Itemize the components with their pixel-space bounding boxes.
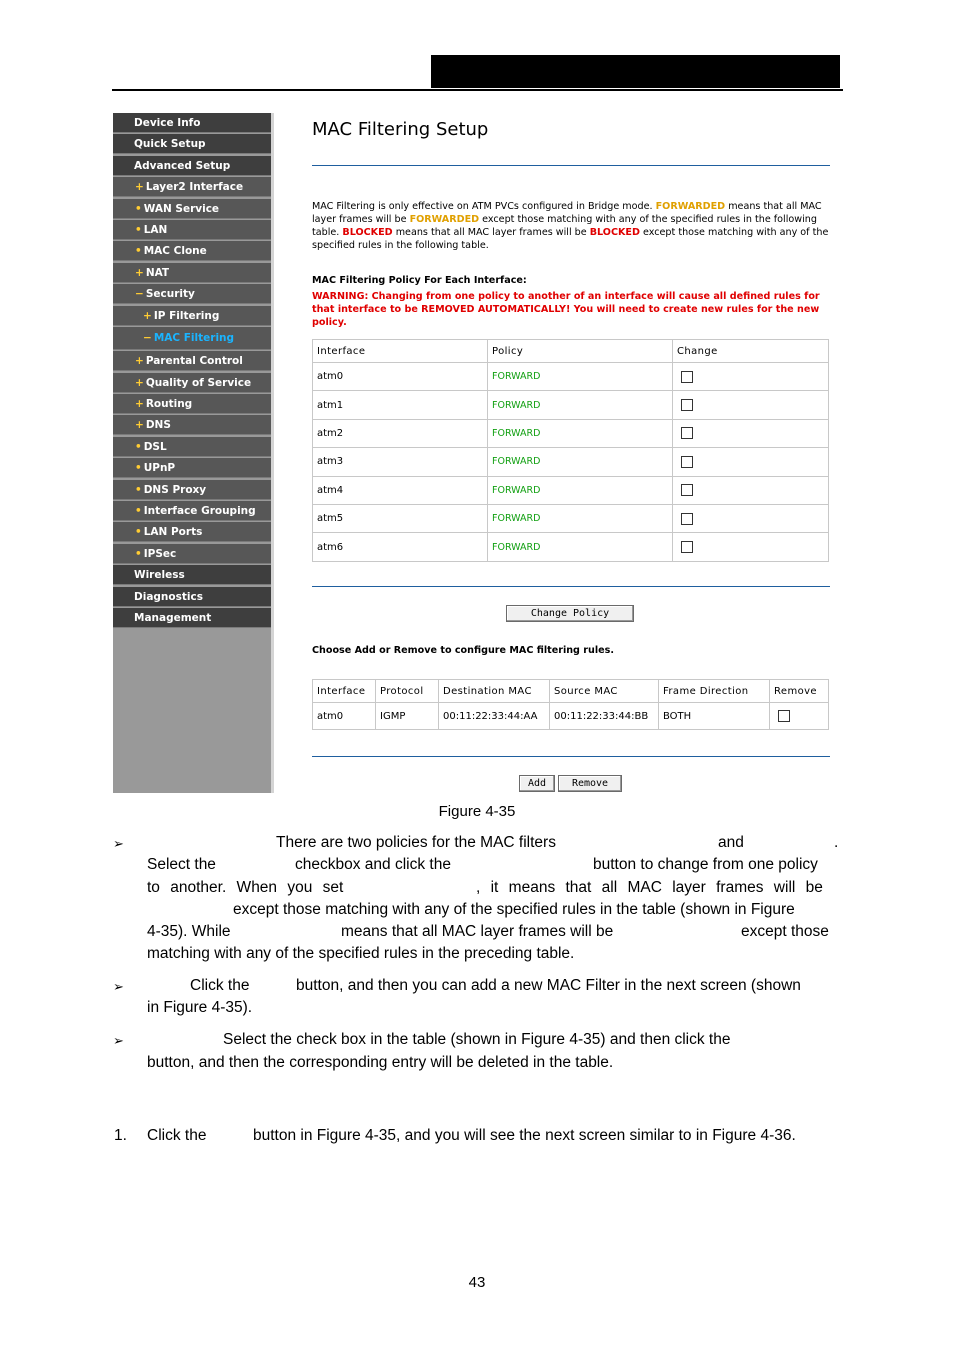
menu-marker-icon: + [135, 266, 144, 279]
change-checkbox[interactable] [681, 513, 693, 525]
sidebar-item[interactable] [113, 587, 271, 607]
sidebar-item[interactable] [113, 351, 271, 371]
change-cell [673, 448, 829, 476]
bullet-arrow-icon: ➢ [113, 1033, 124, 1048]
column-header: Interface [313, 340, 488, 363]
sidebar-item-label: LAN [143, 223, 168, 236]
rules-table-body [313, 703, 829, 730]
header-rule [112, 89, 843, 91]
body-text: . [834, 834, 839, 851]
menu-marker-icon: + [135, 181, 144, 194]
intro-text [312, 200, 832, 252]
table-header-row [313, 680, 829, 703]
table-row [313, 703, 829, 730]
change-cell [673, 419, 829, 447]
bullet-arrow-icon: ➢ [113, 979, 124, 994]
intro-part: except those matching with any of the specified rules in the following table. [312, 214, 817, 238]
change-checkbox[interactable] [681, 541, 693, 553]
sidebar-item[interactable] [113, 220, 271, 240]
sidebar-item[interactable] [113, 284, 271, 304]
sidebar-item[interactable] [113, 373, 271, 393]
policy-cell: FORWARD [488, 504, 673, 532]
sidebar-item[interactable] [113, 501, 271, 521]
sidebar [113, 113, 271, 793]
sidebar-item-label: Device Info [134, 117, 201, 129]
sidebar-item[interactable] [113, 241, 271, 261]
change-checkbox[interactable] [681, 371, 693, 383]
sidebar-item-label: UPnP [143, 462, 176, 475]
page-number: 43 [468, 1274, 486, 1291]
menu-marker-icon: − [135, 288, 144, 301]
menu-marker-icon: • [135, 462, 142, 475]
change-checkbox[interactable] [681, 399, 693, 411]
menu-marker-icon: • [135, 223, 142, 236]
interface-cell: atm0 [313, 363, 488, 391]
policy-cell: FORWARD [488, 391, 673, 419]
menu-marker-icon: • [135, 245, 142, 258]
policy-cell: FORWARD [488, 448, 673, 476]
sidebar-item-label: Interface Grouping [143, 505, 256, 518]
table-row [313, 504, 829, 532]
sidebar-item-label: Diagnostics [134, 590, 203, 603]
sidebar-item-label: Wireless [134, 569, 185, 582]
divider [312, 756, 830, 757]
sidebar-item[interactable] [113, 415, 271, 435]
menu-marker-icon: • [135, 505, 142, 518]
body-text: matching with any of the specified rules in the preceding table. [147, 945, 575, 962]
column-header: Interface [313, 680, 376, 703]
menu-marker-icon: • [135, 202, 142, 215]
destination-mac-cell: 00:11:22:33:44:AA [439, 703, 550, 730]
sidebar-item-label: IP Filtering [153, 309, 220, 322]
body-text: means that all MAC layer frames will be [341, 923, 614, 940]
body-text: except those matching with any of the specified rules in the table (shown in Figure [233, 901, 795, 918]
sidebar-item-label: Routing [145, 398, 193, 411]
change-policy-button[interactable]: Change Policy [506, 605, 634, 622]
forwarded-word: FORWARDED [409, 214, 480, 225]
table-row [313, 533, 829, 561]
table-header-row [313, 340, 829, 363]
remove-checkbox[interactable] [778, 710, 790, 722]
body-text: button to change from one policy [593, 856, 818, 873]
body-text: Select the check box in the table (shown in Figure 4-35) and then click the [223, 1031, 731, 1048]
sidebar-item-label: NAT [145, 266, 170, 279]
blocked-word: BLOCKED [342, 227, 393, 238]
frame-direction-cell: BOTH [659, 703, 770, 730]
interface-cell: atm1 [313, 391, 488, 419]
change-cell [673, 391, 829, 419]
sidebar-item[interactable] [113, 522, 271, 542]
sidebar-item[interactable] [113, 113, 271, 133]
sidebar-item-label: Security [145, 288, 195, 301]
body-text: , it means that all MAC layer frames will be [476, 879, 823, 896]
add-button[interactable]: Add [519, 775, 555, 792]
sidebar-item[interactable] [113, 263, 271, 283]
warning-text: WARNING: Changing from one policy to another of an interface will cause all defined rules for that interface to be REMOVED AUTOMATICALLY! You will need to create new rules for the new policy. [312, 291, 820, 328]
step-number: 1. [114, 1127, 127, 1144]
sidebar-item-label: Layer2 Interface [145, 181, 244, 194]
interface-cell: atm5 [313, 504, 488, 532]
column-header: Source MAC [550, 680, 659, 703]
column-header: Change [673, 340, 829, 363]
change-cell [673, 363, 829, 391]
intro-part: except those matching with any of the specified rules in the following table. [312, 227, 829, 251]
policy-cell: FORWARD [488, 476, 673, 504]
sidebar-item[interactable] [113, 327, 271, 350]
sidebar-item-label: WAN Service [143, 202, 220, 215]
policy-cell: FORWARD [488, 363, 673, 391]
change-checkbox[interactable] [681, 456, 693, 468]
body-text: Select the [147, 856, 216, 873]
body-text: There are two policies for the MAC filters [276, 834, 556, 851]
router-screenshot [113, 113, 841, 793]
change-cell [673, 504, 829, 532]
column-header: Protocol [376, 680, 439, 703]
bullet-arrow-icon: ➢ [113, 836, 124, 851]
body-text: Click the [190, 977, 250, 994]
page-title: MAC Filtering Setup [312, 119, 489, 140]
body-text: button, and then you can add a new MAC Filter in the next screen (shown [296, 977, 801, 994]
change-checkbox[interactable] [681, 427, 693, 439]
intro-part: means that all MAC layer frames will be [312, 201, 822, 225]
sidebar-item-label: Parental Control [145, 355, 243, 368]
menu-marker-icon: • [135, 547, 142, 560]
sidebar-item[interactable] [113, 565, 271, 585]
sidebar-item-label: DNS Proxy [143, 483, 207, 496]
menu-marker-icon: + [135, 419, 144, 432]
change-cell [673, 476, 829, 504]
table-row [313, 419, 829, 447]
sidebar-item-label: LAN Ports [143, 526, 203, 539]
remove-cell [770, 703, 829, 730]
sidebar-item-label: MAC Filtering [153, 331, 235, 344]
sidebar-item[interactable] [113, 177, 271, 197]
rules-heading: Choose Add or Remove to configure MAC filtering rules. [312, 645, 614, 656]
sidebar-item-label: MAC Clone [143, 245, 207, 258]
column-header: Policy [488, 340, 673, 363]
menu-marker-icon: • [135, 483, 142, 496]
rules-table [312, 679, 829, 730]
change-cell [673, 533, 829, 561]
main-content [274, 113, 841, 793]
divider [312, 586, 830, 587]
body-text: Click the [147, 1127, 207, 1144]
interface-cell: atm0 [313, 703, 376, 730]
interface-cell: atm6 [313, 533, 488, 561]
source-mac-cell: 00:11:22:33:44:BB [550, 703, 659, 730]
figure-caption: Figure 4-35 [438, 803, 516, 820]
policy-cell: FORWARD [488, 533, 673, 561]
column-header: Destination MAC [439, 680, 550, 703]
body-text: to another. When you set [147, 879, 344, 896]
divider [312, 165, 830, 166]
interface-cell: atm3 [313, 448, 488, 476]
sidebar-item[interactable] [113, 394, 271, 414]
menu-marker-icon: + [135, 398, 144, 411]
sidebar-item-label: DSL [143, 440, 167, 453]
body-text: button in Figure 4-35, and you will see the next screen similar to in Figure 4-36. [253, 1127, 796, 1144]
sidebar-item-label: DNS [145, 419, 171, 432]
sidebar-item-label: Management [134, 611, 212, 624]
protocol-cell: IGMP [376, 703, 439, 730]
sidebar-item[interactable] [113, 156, 271, 176]
sidebar-item[interactable] [113, 306, 271, 326]
menu-marker-icon: − [143, 331, 152, 344]
sidebar-item-label: Advanced Setup [134, 159, 231, 172]
menu-marker-icon: + [143, 309, 152, 322]
body-text: 4-35). While [147, 923, 231, 940]
intro-part: MAC Filtering is only effective on ATM PVCs configured in Bridge mode. [312, 201, 656, 212]
policy-cell: FORWARD [488, 419, 673, 447]
sidebar-item[interactable] [113, 458, 271, 478]
body-text: button, and then the corresponding entry will be deleted in the table. [147, 1054, 614, 1071]
menu-marker-icon: • [135, 526, 142, 539]
body-text: and [718, 834, 744, 851]
sidebar-item[interactable] [113, 544, 271, 564]
column-header: Remove [770, 680, 829, 703]
body-text: checkbox and click the [295, 856, 451, 873]
change-checkbox[interactable] [681, 484, 693, 496]
menu-marker-icon: + [135, 376, 144, 389]
menu-marker-icon: + [135, 355, 144, 368]
table-row [313, 391, 829, 419]
sidebar-item[interactable] [113, 480, 271, 500]
policy-table-body [313, 363, 829, 562]
remove-button[interactable]: Remove [558, 775, 622, 792]
sidebar-item-label: Quick Setup [134, 138, 206, 151]
sidebar-menu [113, 113, 271, 629]
sidebar-item-label: IPSec [143, 547, 177, 560]
header-bar [431, 55, 840, 88]
body-text: except those [741, 923, 829, 940]
intro-part: means that all MAC layer frames will be [392, 227, 590, 238]
table-row [313, 476, 829, 504]
column-header: Frame Direction [659, 680, 770, 703]
interface-cell: atm2 [313, 419, 488, 447]
body-text: in Figure 4-35). [147, 999, 253, 1016]
sidebar-item-label: Quality of Service [145, 376, 252, 389]
sidebar-item[interactable] [113, 608, 271, 628]
sidebar-item[interactable] [113, 134, 271, 154]
policy-table [312, 339, 829, 562]
interface-cell: atm4 [313, 476, 488, 504]
forwarded-word: FORWARDED [655, 201, 726, 212]
policy-heading: MAC Filtering Policy For Each Interface: [312, 275, 527, 286]
blocked-word: BLOCKED [589, 227, 640, 238]
sidebar-item[interactable] [113, 437, 271, 457]
menu-marker-icon: • [135, 440, 142, 453]
table-row [313, 448, 829, 476]
sidebar-item[interactable] [113, 199, 271, 219]
table-row [313, 363, 829, 391]
